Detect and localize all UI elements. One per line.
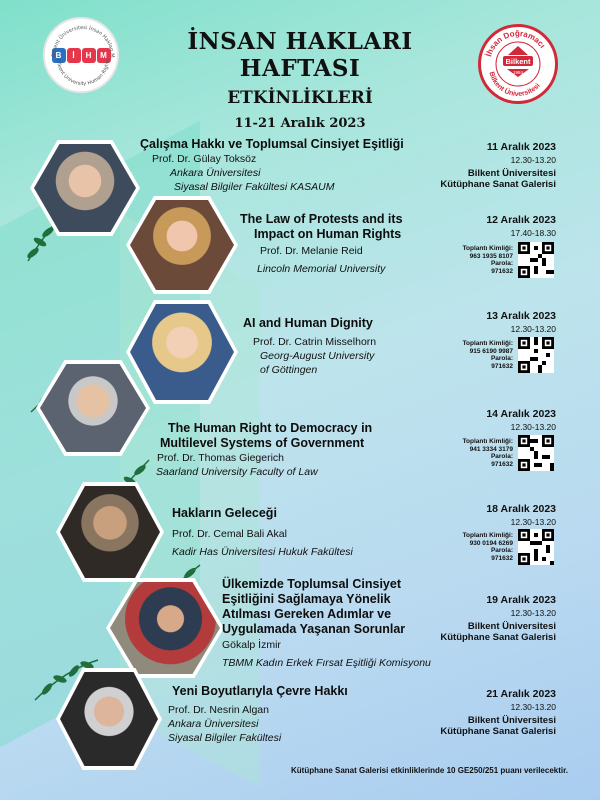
event-affiliation: Ankara Üniversitesi — [168, 718, 259, 730]
logo-letter: B — [52, 48, 66, 63]
event-venue: Kütüphane Sanat Galerisi — [440, 179, 556, 190]
event-speaker: Prof. Dr. Melanie Reid — [260, 245, 363, 257]
meeting-info — [448, 340, 513, 370]
event-date: 13 Aralık 2023 — [486, 310, 556, 322]
event-1-schedule — [440, 141, 556, 190]
poster-title — [130, 28, 470, 131]
event-affiliation: Lincoln Memorial University — [257, 263, 386, 275]
meeting-info — [448, 245, 513, 275]
qr-code-icon[interactable] — [518, 242, 554, 278]
event-time: 12.30-13.20 — [510, 517, 556, 527]
svg-text:Bilkent: Bilkent — [505, 57, 531, 66]
qr-code-icon[interactable] — [518, 337, 554, 373]
event-affiliation: Siyasal Bilgiler Fakültesi — [168, 732, 282, 744]
meeting-id: 915 6190 9987 — [469, 347, 513, 355]
meeting-id: 930 0194 6269 — [469, 539, 513, 547]
event-speaker: Prof. Dr. Nesrin Algan — [168, 704, 269, 716]
event-date: 11 Aralık 2023 — [486, 141, 556, 153]
event-title: Hakların Geleceği — [172, 506, 277, 520]
event-3 — [243, 316, 376, 377]
event-affiliation: Siyasal Bilgiler Fakültesi KASAUM — [174, 181, 335, 193]
event-speaker: Prof. Dr. Cemal Bali Akal — [172, 528, 287, 540]
password: 971632 — [491, 362, 513, 370]
password-label: Parola: — [490, 260, 513, 267]
event-date: 18 Aralık 2023 — [486, 503, 556, 515]
qr-code-icon[interactable] — [518, 435, 554, 471]
event-title: Yeni Boyutlarıyla Çevre Hakkı — [172, 684, 348, 698]
event-venue: Bilkent Üniversitesi — [467, 168, 556, 179]
svg-text:İhsan Doğramacı: İhsan Doğramacı — [484, 28, 548, 58]
meeting-info — [448, 532, 513, 562]
event-speaker: Prof. Dr. Gülay Toksöz — [152, 153, 257, 165]
event-7-schedule — [440, 688, 556, 737]
event-2-schedule — [486, 214, 556, 238]
event-title: Multilevel Systems of Government — [160, 436, 365, 450]
event-title: Uygulamada Yaşanan Sorunlar — [222, 622, 406, 636]
password-label: Parola: — [490, 355, 513, 362]
event-time: 12.30-13.20 — [510, 155, 556, 165]
event-speaker: Prof. Dr. Thomas Giegerich — [157, 452, 285, 464]
event-title: AI and Human Dignity — [243, 316, 373, 330]
password-label: Parola: — [490, 547, 513, 554]
event-title: Impact on Human Rights — [254, 227, 402, 241]
event-venue: Kütüphane Sanat Galerisi — [440, 632, 556, 643]
bilkent-seal-icon — [481, 27, 555, 101]
event-venue: Kütüphane Sanat Galerisi — [440, 726, 556, 737]
event-4 — [143, 421, 372, 479]
event-title: Ülkemizde Toplumsal Cinsiyet — [222, 577, 401, 591]
meeting-id: 941 3334 3179 — [469, 445, 513, 453]
footer-note: Kütüphane Sanat Galerisi etkinliklerinde 10 GE250/251 puanı verilecektir. — [291, 766, 569, 775]
event-time: 12.30-13.20 — [510, 324, 556, 334]
svg-text:Bilkent Üniversitesi İnsan Hak: Bilkent Üniversitesi İnsan Hakları M — [50, 24, 116, 58]
svg-text:1984: 1984 — [512, 70, 524, 75]
password-label: Parola: — [490, 453, 513, 460]
event-affiliation: Saarland University Faculty of Law — [156, 466, 318, 478]
event-4-schedule — [486, 408, 556, 432]
event-time: 17.40-18.30 — [510, 228, 556, 238]
title-dates: 11-21 Aralık 2023 — [234, 116, 366, 131]
meeting-id: 963 1935 8107 — [469, 252, 513, 260]
bilkent-logo — [478, 24, 558, 104]
event-time: 12.30-13.20 — [510, 422, 556, 432]
event-title: Atılması Gereken Adımlar ve — [222, 607, 392, 621]
meeting-id-label: Toplantı Kimliği: — [462, 245, 513, 252]
password: 971632 — [491, 267, 513, 275]
event-3-schedule — [486, 310, 556, 334]
event-affiliation: TBMM Kadın Erkek Fırsat Eşitliği Komisyonu — [222, 657, 431, 669]
title-line2: ETKİNLİKLERİ — [227, 88, 373, 108]
event-title: The Human Right to Democracy in — [168, 421, 373, 435]
event-speaker: Gökalp İzmir — [222, 639, 281, 651]
event-7 — [168, 684, 348, 745]
event-title: Eşitliğini Sağlamaya Yönelik — [222, 592, 391, 606]
title-line1: İNSAN HAKLARI HAFTASI — [187, 28, 413, 82]
meeting-id-label: Toplantı Kimliği: — [462, 532, 513, 539]
event-time: 12.30-13.20 — [510, 608, 556, 618]
event-1 — [140, 137, 404, 194]
event-speaker: Prof. Dr. Catrin Misselhorn — [253, 336, 377, 348]
event-affiliation: of Göttingen — [260, 364, 318, 376]
event-time: 12.30-13.20 — [510, 702, 556, 712]
meeting-id-label: Toplantı Kimliği: — [462, 340, 513, 347]
event-affiliation: Kadir Has Üniversitesi Hukuk Fakültesi — [172, 546, 353, 558]
event-title: The Law of Protests and its — [240, 212, 403, 226]
event-affiliation: Ankara Üniversitesi — [170, 167, 261, 179]
event-date: 14 Aralık 2023 — [486, 408, 556, 420]
event-date: 12 Aralık 2023 — [486, 214, 556, 226]
logo-letter: M — [97, 48, 111, 63]
event-6-schedule — [440, 594, 556, 643]
password: 971632 — [491, 554, 513, 562]
logo-letter: İ — [67, 48, 81, 63]
bihm-logo — [43, 17, 119, 93]
logo-letter: H — [82, 48, 96, 63]
event-venue: Bilkent Üniversitesi — [467, 715, 556, 726]
event-5 — [172, 506, 353, 559]
event-affiliation: Georg-August University — [260, 350, 375, 362]
logo-ring-text — [45, 19, 121, 95]
meeting-info — [448, 438, 513, 468]
event-venue: Bilkent Üniversitesi — [467, 621, 556, 632]
svg-text:Bilkent University Human Right: Bilkent University Human Rights — [54, 58, 112, 88]
event-6 — [222, 577, 431, 670]
event-title: Çalışma Hakkı ve Toplumsal Cinsiyet Eşitliği — [140, 137, 404, 151]
meeting-id-label: Toplantı Kimliği: — [462, 438, 513, 445]
svg-text:Bilkent Üniversitesi: Bilkent Üniversitesi — [487, 71, 542, 99]
qr-code-icon[interactable] — [518, 529, 554, 565]
event-5-schedule — [486, 503, 556, 527]
event-date: 21 Aralık 2023 — [486, 688, 556, 700]
password: 971632 — [491, 460, 513, 468]
event-date: 19 Aralık 2023 — [486, 594, 556, 606]
event-2 — [240, 212, 403, 276]
